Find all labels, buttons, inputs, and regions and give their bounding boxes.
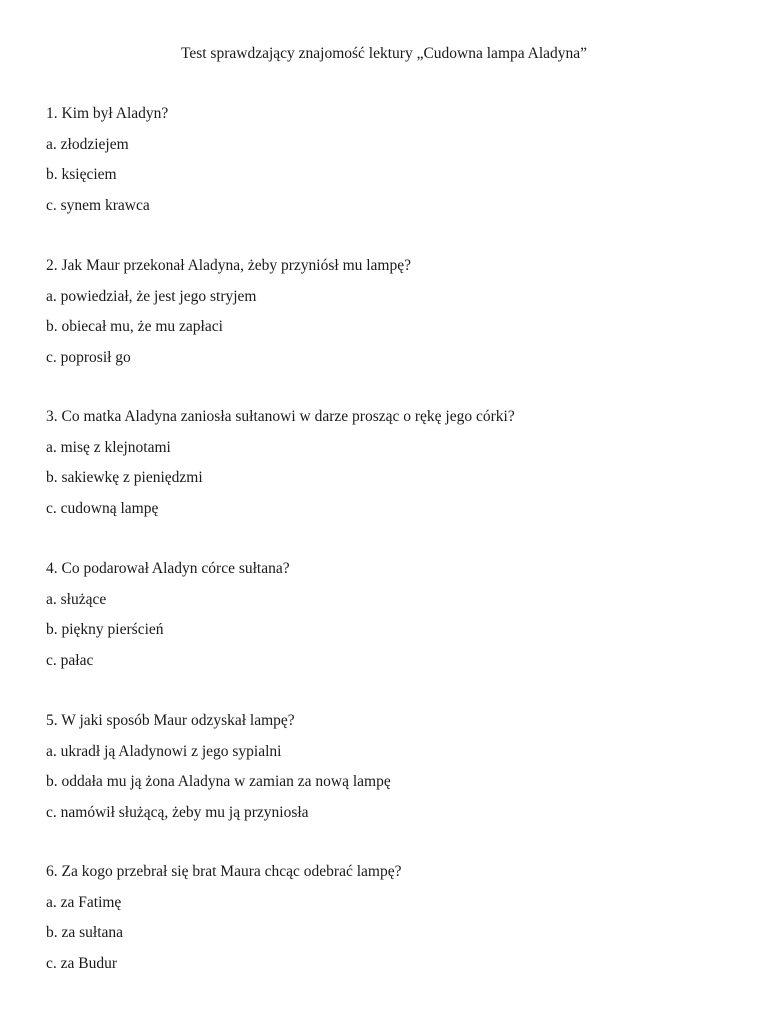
question-text: 4. Co podarował Aladyn córce sułtana? bbox=[46, 560, 290, 577]
question-2 bbox=[46, 256, 746, 378]
answer-option-b: b. obiecał mu, że mu zapłaci bbox=[46, 318, 223, 335]
answer-option-c: c. poprosił go bbox=[46, 348, 131, 366]
answer-option-c: c. pałac bbox=[46, 651, 94, 669]
answer-option-a: a. powiedział, że jest jego stryjem bbox=[46, 287, 257, 305]
question-4 bbox=[46, 559, 746, 681]
answer-option-a: a. za Fatimę bbox=[46, 893, 122, 911]
answer-option-a: a. misę z klejnotami bbox=[46, 438, 171, 456]
question-5 bbox=[46, 711, 746, 833]
question-text: 3. Co matka Aladyna zaniosła sułtanowi w darze prosząc o rękę jego córki? bbox=[46, 408, 515, 425]
answer-option-a: a. złodziejem bbox=[46, 135, 129, 153]
question-text: 1. Kim był Aladyn? bbox=[46, 105, 169, 122]
answer-option-c: c. synem krawca bbox=[46, 196, 150, 214]
answer-option-b: b. piękny pierścień bbox=[46, 621, 164, 638]
answer-option-b: b. oddała mu ją żona Aladyna w zamian za nową lampę bbox=[46, 773, 391, 790]
question-6 bbox=[46, 862, 746, 984]
answer-option-c: c. namówił służącą, żeby mu ją przyniosła bbox=[46, 803, 309, 821]
question-1 bbox=[46, 104, 746, 226]
answer-option-c: c. cudowną lampę bbox=[46, 499, 159, 517]
question-text: 6. Za kogo przebrał się brat Maura chcąc odebrać lampę? bbox=[46, 863, 402, 880]
answer-option-b: b. sakiewkę z pieniędzmi bbox=[46, 469, 203, 486]
answer-option-b: b. za sułtana bbox=[46, 924, 124, 941]
question-text: 2. Jak Maur przekonał Aladyna, żeby przyniósł mu lampę? bbox=[46, 257, 411, 274]
document-title: Test sprawdzający znajomość lektury „Cudowna lampa Aladyna” bbox=[180, 45, 588, 62]
question-text: 5. W jaki sposób Maur odzyskał lampę? bbox=[46, 712, 295, 729]
answer-option-a: a. służące bbox=[46, 590, 107, 608]
answer-option-c: c. za Budur bbox=[46, 954, 118, 972]
answer-option-a: a. ukradł ją Aladynowi z jego sypialni bbox=[46, 742, 282, 760]
answer-option-b: b. księciem bbox=[46, 166, 117, 183]
question-3 bbox=[46, 407, 746, 529]
